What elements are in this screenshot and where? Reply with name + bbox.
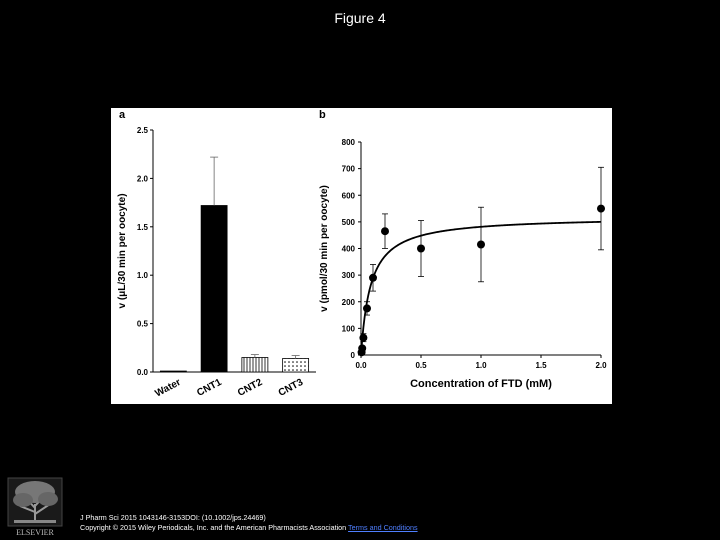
elsevier-logo bbox=[6, 476, 64, 538]
x-tick-label-b: 1.5 bbox=[535, 361, 547, 370]
y-tick-label-b: 500 bbox=[341, 217, 355, 227]
y-tick-label-a: 1.5 bbox=[136, 222, 148, 232]
figure-panel bbox=[111, 108, 612, 404]
bar-water bbox=[160, 371, 186, 372]
y-tick-label-b: 100 bbox=[341, 324, 355, 334]
bar-cnt3 bbox=[283, 358, 309, 372]
data-point bbox=[477, 241, 485, 249]
y-tick-label-b: 200 bbox=[341, 297, 355, 307]
data-point bbox=[359, 334, 367, 342]
y-tick-label-a: 2.0 bbox=[136, 174, 148, 184]
logo-text: ELSEVIER bbox=[16, 528, 54, 537]
slide-title: Figure 4 bbox=[334, 10, 386, 26]
category-label: Water bbox=[153, 376, 183, 400]
y-tick-label-b: 700 bbox=[341, 164, 355, 174]
data-point bbox=[417, 245, 425, 253]
citation-line-1: J Pharm Sci 2015 1043146-3153DOI: (10.1002/jps.24469) bbox=[80, 513, 266, 522]
x-tick-label-b: 0.5 bbox=[415, 361, 427, 370]
category-label: CNT3 bbox=[276, 376, 306, 399]
bar-cnt1 bbox=[201, 206, 227, 372]
data-point bbox=[363, 304, 371, 312]
data-point bbox=[597, 205, 605, 213]
copyright-text: Copyright © 2015 Wiley Periodicals, Inc. and the American Pharmacists Association bbox=[80, 523, 347, 532]
y-tick-label-a: 2.5 bbox=[136, 126, 148, 135]
x-axis-label-b: Concentration of FTD (mM) bbox=[410, 378, 552, 390]
y-tick-label-a: 0.0 bbox=[136, 368, 148, 377]
y-tick-label-b: 800 bbox=[341, 138, 355, 147]
y-tick-label-a: 0.5 bbox=[136, 319, 148, 329]
citation-line-2 bbox=[80, 523, 418, 533]
x-tick-label-b: 2.0 bbox=[595, 361, 607, 370]
y-tick-label-b: 300 bbox=[341, 271, 355, 281]
data-point bbox=[369, 274, 377, 282]
category-label: CNT1 bbox=[195, 376, 224, 399]
panel-label-a: a bbox=[119, 109, 126, 121]
y-tick-label-b: 0 bbox=[350, 351, 355, 360]
chart-b bbox=[319, 109, 607, 390]
bar-cnt2 bbox=[242, 357, 268, 372]
x-tick-label-b: 0.0 bbox=[355, 361, 367, 370]
y-tick-label-a: 1.0 bbox=[136, 271, 148, 281]
terms-link[interactable]: Terms and Conditions bbox=[348, 523, 418, 532]
x-tick-label-b: 1.0 bbox=[475, 361, 487, 370]
figure-svg bbox=[111, 108, 612, 404]
panel-label-b: b bbox=[319, 109, 326, 121]
data-point bbox=[381, 227, 389, 235]
chart-a bbox=[117, 109, 316, 400]
y-tick-label-b: 400 bbox=[341, 244, 355, 254]
data-point bbox=[358, 344, 366, 352]
citation bbox=[80, 513, 418, 533]
y-tick-label-b: 600 bbox=[341, 191, 355, 201]
category-label: CNT2 bbox=[236, 376, 265, 399]
y-axis-label-b: v (pmol/30 min per oocyte) bbox=[319, 185, 330, 312]
y-axis-label-a: v (μL/30 min per oocyte) bbox=[117, 193, 128, 309]
